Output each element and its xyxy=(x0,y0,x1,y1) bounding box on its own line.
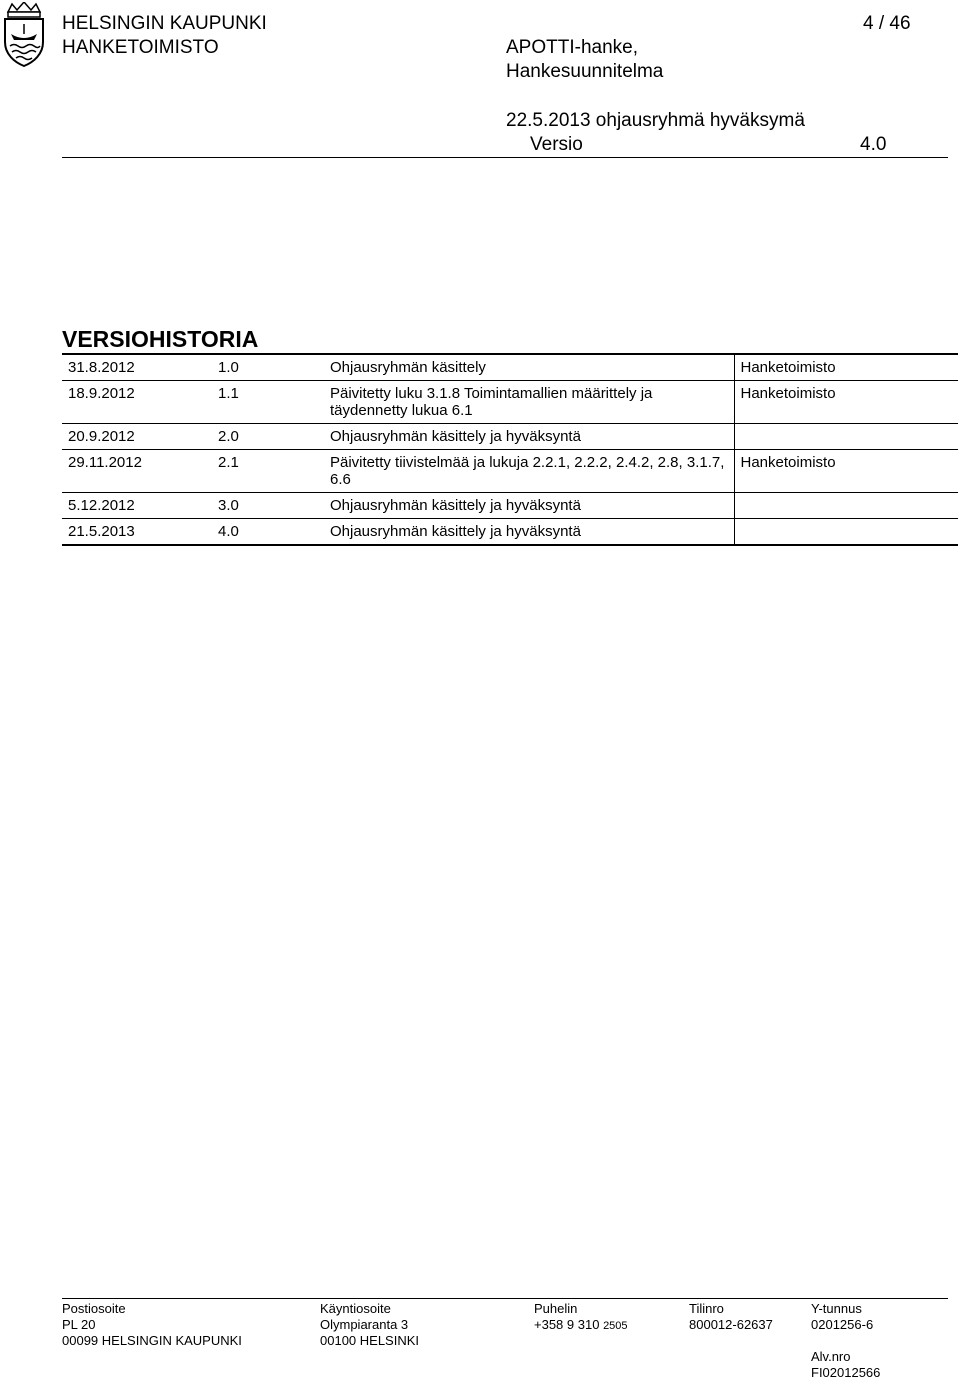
postal-label: Postiosoite xyxy=(62,1301,126,1316)
version-author: Hanketoimisto xyxy=(734,354,958,381)
visiting-label: Käyntiosoite xyxy=(320,1301,391,1316)
helsinki-coat-of-arms-logo xyxy=(2,2,46,68)
project-name: APOTTI-hanke, xyxy=(506,37,638,58)
business-id-value: 0201256-6 xyxy=(811,1317,874,1332)
version-author: Hanketoimisto xyxy=(734,450,958,493)
table-row xyxy=(62,519,958,546)
version-history-table xyxy=(62,353,958,546)
version-author xyxy=(734,424,958,450)
phone-block xyxy=(534,1301,628,1334)
account-label: Tilinro xyxy=(689,1301,724,1316)
version-author: Hanketoimisto xyxy=(734,381,958,424)
visiting-address-block xyxy=(320,1301,419,1349)
version-description: Ohjausryhmän käsittely ja hyväksyntä xyxy=(324,493,734,519)
version-date: 31.8.2012 xyxy=(62,354,212,381)
version-number: 1.0 xyxy=(212,354,324,381)
version-description: Ohjausryhmän käsittely xyxy=(324,354,734,381)
postal-address-block xyxy=(62,1301,242,1349)
version-number: 3.0 xyxy=(212,493,324,519)
visiting-line-1: Olympiaranta 3 xyxy=(320,1317,409,1332)
version-author xyxy=(734,519,958,546)
version-label: Versio xyxy=(530,134,583,155)
version-description: Ohjausryhmän käsittely ja hyväksyntä xyxy=(324,519,734,546)
table-row xyxy=(62,354,958,381)
version-number: 2.1 xyxy=(212,450,324,493)
table-row xyxy=(62,450,958,493)
version-description: Ohjausryhmän käsittely ja hyväksyntä xyxy=(324,424,734,450)
phone-main: +358 9 310 xyxy=(534,1317,600,1332)
version-number: 4.0 xyxy=(212,519,324,546)
version-number: 1.1 xyxy=(212,381,324,424)
phone-extension: 2505 xyxy=(603,1320,628,1332)
account-value: 800012-62637 xyxy=(689,1317,773,1332)
version-date: 18.9.2012 xyxy=(62,381,212,424)
account-block xyxy=(689,1301,773,1333)
version-date: 21.5.2013 xyxy=(62,519,212,546)
version-date: 5.12.2012 xyxy=(62,493,212,519)
page-number: 4 / 46 xyxy=(863,13,911,34)
business-id-block xyxy=(811,1301,880,1381)
approval-status: 22.5.2013 ohjausryhmä hyväksymä xyxy=(506,110,805,131)
section-title: VERSIOHISTORIA xyxy=(62,326,259,352)
footer-divider xyxy=(62,1298,948,1299)
vat-label: Alv.nro xyxy=(811,1349,851,1364)
table-row xyxy=(62,424,958,450)
table-row xyxy=(62,381,958,424)
document-title: Hankesuunnitelma xyxy=(506,61,664,82)
version-description: Päivitetty tiivistelmää ja lukuja 2.2.1, 2.2.2, 2.4.2, 2.8, 3.1.7, 6.6 xyxy=(324,450,734,493)
vat-value: FI02012566 xyxy=(811,1365,881,1380)
table-row xyxy=(62,493,958,519)
phone-label: Puhelin xyxy=(534,1301,578,1316)
version-author xyxy=(734,493,958,519)
version-description: Päivitetty luku 3.1.8 Toimintamallien määrittely ja täydennetty lukua 6.1 xyxy=(324,381,734,424)
visiting-line-2: 00100 HELSINKI xyxy=(320,1333,420,1348)
postal-line-1: PL 20 xyxy=(62,1317,96,1332)
version-value: 4.0 xyxy=(860,134,887,155)
version-date: 20.9.2012 xyxy=(62,424,212,450)
postal-line-2: 00099 HELSINGIN KAUPUNKI xyxy=(62,1333,242,1348)
version-history-body xyxy=(62,354,958,545)
org-name: HELSINGIN KAUPUNKI xyxy=(62,13,267,34)
version-number: 2.0 xyxy=(212,424,324,450)
org-unit: HANKETOIMISTO xyxy=(62,37,219,58)
version-date: 29.11.2012 xyxy=(62,450,212,493)
business-id-label: Y-tunnus xyxy=(811,1301,862,1316)
header-divider xyxy=(62,157,948,158)
